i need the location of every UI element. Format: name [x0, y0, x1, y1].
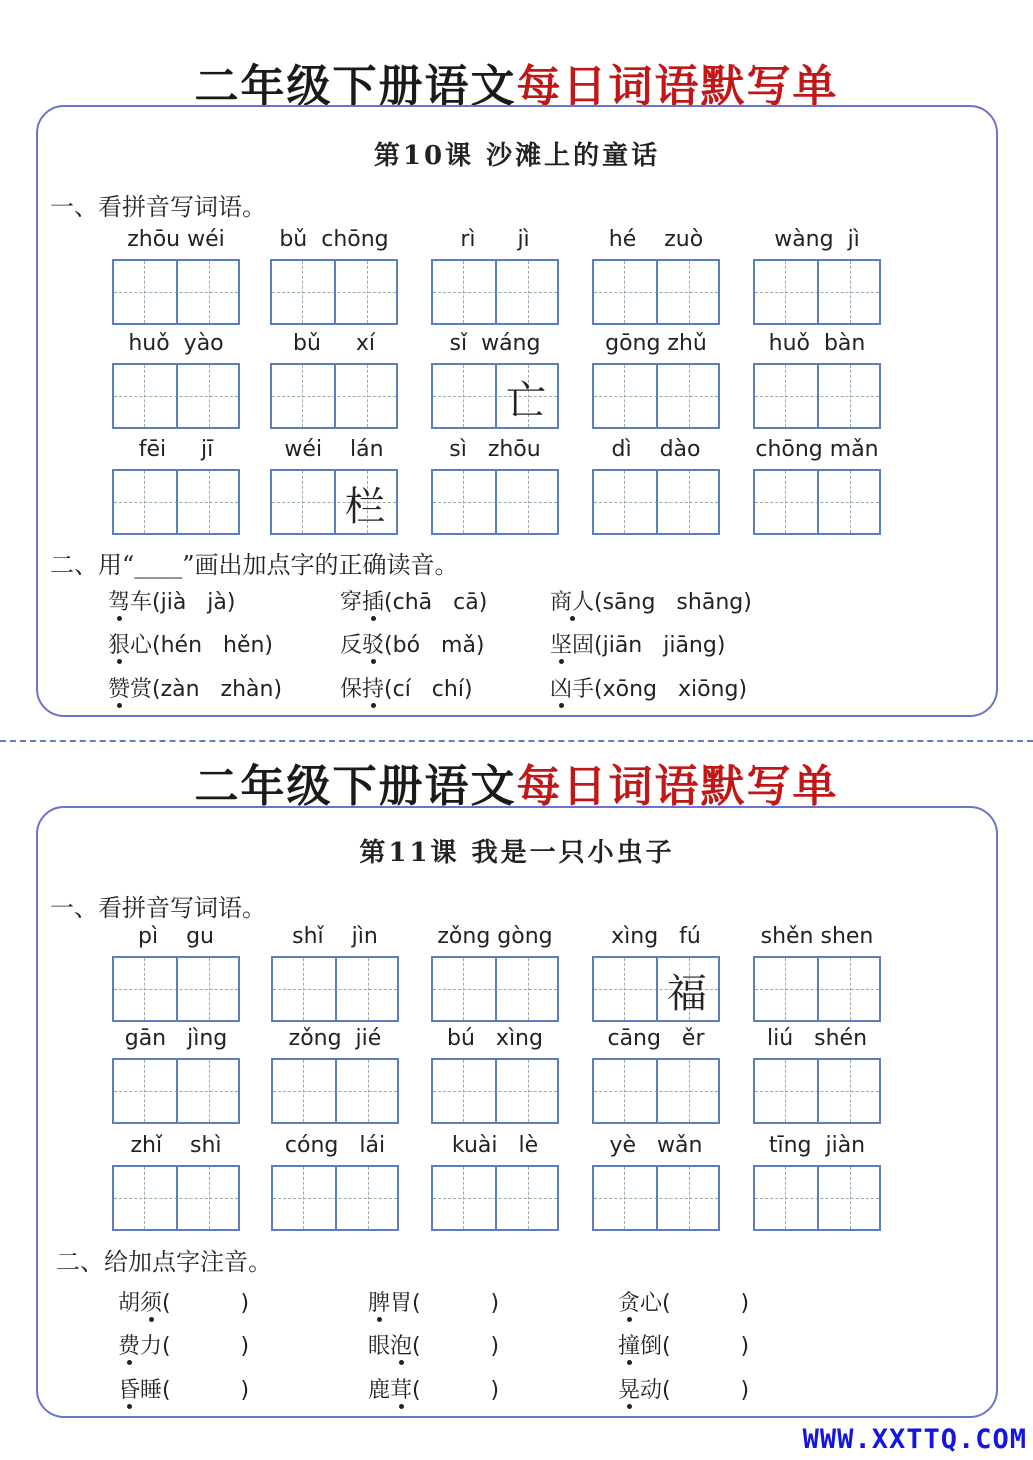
pinyin-label: xìng fú — [611, 924, 701, 949]
reading-question — [618, 1286, 749, 1317]
dotted-character: 泡 — [390, 1334, 413, 1359]
tianzi-grid-box[interactable] — [592, 956, 720, 1022]
reading-question — [618, 1373, 749, 1404]
cut-line — [0, 740, 1033, 742]
sheet2-section2: 二、给加点字注音。 — [56, 1248, 272, 1276]
tianzi-grid-box[interactable] — [270, 469, 398, 535]
question-options[interactable]: 倒( ) — [640, 1334, 750, 1359]
reading-question — [368, 1286, 499, 1317]
reading-question — [550, 628, 725, 659]
reading-question — [368, 1373, 499, 1404]
pinyin-label: zhǐ shì — [130, 1133, 222, 1158]
dotted-character: 茸 — [390, 1378, 413, 1403]
dotted-character: 凶 — [550, 677, 573, 702]
sheet1-title-black: 二年级下册语文 — [194, 61, 517, 112]
question-options[interactable]: 胃( ) — [390, 1291, 500, 1316]
sheet2-card — [36, 806, 998, 1418]
tianzi-grid-box[interactable] — [431, 259, 559, 325]
reading-question — [340, 585, 487, 616]
reading-question — [550, 672, 747, 703]
dotted-character: 插 — [362, 590, 385, 615]
grid-character: 栏 — [345, 484, 385, 530]
pinyin-label: gōng zhǔ — [605, 331, 707, 356]
sheet2-title-black: 二年级下册语文 — [194, 761, 517, 812]
tianzi-grid-box[interactable] — [431, 1058, 559, 1124]
pinyin-label: tīng jiàn — [768, 1133, 866, 1158]
pinyin-label: shǐ jìn — [292, 924, 378, 949]
dotted-character: 坚 — [550, 633, 573, 658]
tianzi-grid-box[interactable] — [753, 956, 881, 1022]
pinyin-label: shěn shen — [760, 924, 874, 949]
tianzi-grid-box[interactable] — [753, 259, 881, 325]
pinyin-label: bǔ xí — [292, 331, 375, 356]
question-options[interactable]: 心(hén hěn) — [130, 633, 274, 658]
question-text: 眼 — [368, 1334, 391, 1359]
tianzi-grid-box[interactable] — [271, 956, 399, 1022]
question-options[interactable]: ( ) — [412, 1334, 500, 1359]
dotted-character: 驾 — [108, 590, 131, 615]
reading-question — [550, 585, 752, 616]
reading-question — [340, 628, 485, 659]
tianzi-grid-box[interactable] — [753, 469, 881, 535]
tianzi-grid-box[interactable] — [112, 259, 240, 325]
grid-character: 福 — [667, 971, 707, 1017]
tianzi-grid-box[interactable] — [753, 363, 881, 429]
pinyin-label: kuài lè — [451, 1133, 539, 1158]
question-text: 鹿 — [368, 1378, 391, 1403]
dotted-character: 脾 — [368, 1291, 391, 1316]
dotted-character: 晃 — [618, 1378, 641, 1403]
tianzi-grid-box[interactable] — [592, 1058, 720, 1124]
question-text: 胡 — [118, 1291, 141, 1316]
sheet2-title-red: 每日词语默写单 — [516, 761, 839, 812]
tianzi-grid-box[interactable] — [592, 1165, 720, 1231]
dotted-character: 须 — [140, 1291, 163, 1316]
reading-question — [368, 1329, 499, 1360]
pinyin-label: wéi lán — [284, 437, 384, 462]
dotted-character: 狠 — [108, 633, 131, 658]
dotted-character: 赞 — [108, 677, 131, 702]
question-options[interactable]: 睡( ) — [140, 1378, 250, 1403]
reading-question — [118, 1373, 249, 1404]
tianzi-grid-box[interactable] — [592, 259, 720, 325]
pinyin-label: bǔ chōng — [279, 227, 389, 252]
tianzi-grid-box[interactable] — [112, 363, 240, 429]
tianzi-grid-box[interactable] — [271, 1165, 399, 1231]
pinyin-label: liú shén — [766, 1026, 868, 1051]
pinyin-label: pì gu — [138, 924, 214, 949]
tianzi-grid-box[interactable] — [112, 1058, 240, 1124]
question-text: 保 — [340, 677, 363, 702]
sheet1-section1: 一、看拼音写词语。 — [50, 193, 266, 221]
question-text: 商 — [550, 590, 573, 615]
sheet1-lesson: 第10课 沙滩上的童话 — [373, 141, 661, 171]
question-options[interactable]: 赏(zàn zhàn) — [130, 677, 283, 702]
watermark: WWW.XXTTQ.COM — [802, 1424, 1027, 1455]
reading-question — [118, 1329, 249, 1360]
reading-question — [118, 1286, 249, 1317]
question-text: 穿 — [340, 590, 363, 615]
tianzi-grid-box[interactable] — [431, 363, 559, 429]
question-options[interactable]: 人(sāng shāng) — [572, 590, 752, 615]
tianzi-grid-box[interactable] — [112, 1165, 240, 1231]
question-options[interactable]: 动( ) — [640, 1378, 750, 1403]
pinyin-label: cāng ěr — [607, 1026, 705, 1051]
dotted-character: 撞 — [618, 1334, 641, 1359]
tianzi-grid-box[interactable] — [753, 1058, 881, 1124]
pinyin-label: huǒ yào — [128, 331, 224, 356]
tianzi-grid-box[interactable] — [431, 956, 559, 1022]
dotted-character: 费 — [118, 1334, 141, 1359]
sheet1-title-red: 每日词语默写单 — [516, 61, 839, 112]
dotted-character: 驳 — [362, 633, 385, 658]
tianzi-grid-box[interactable] — [753, 1165, 881, 1231]
pinyin-label: sǐ wáng — [449, 331, 541, 356]
sheet1-section2: 二、用“____”画出加点字的正确读音。 — [50, 551, 459, 579]
reading-question — [108, 628, 273, 659]
reading-question — [340, 672, 473, 703]
tianzi-grid-box[interactable] — [431, 1165, 559, 1231]
pinyin-label: huǒ bàn — [768, 331, 866, 356]
pinyin-label: zǒng jié — [288, 1026, 382, 1051]
tianzi-grid-box[interactable] — [431, 469, 559, 535]
pinyin-label: wàng jì — [774, 227, 860, 252]
tianzi-grid-box[interactable] — [112, 956, 240, 1022]
question-options[interactable]: ( ) — [412, 1378, 500, 1403]
tianzi-grid-box[interactable] — [112, 469, 240, 535]
pinyin-label: cóng lái — [284, 1133, 386, 1158]
question-options[interactable]: (bó mǎ) — [384, 633, 485, 658]
tianzi-grid-box[interactable] — [271, 1058, 399, 1124]
pinyin-label: zǒng gòng — [437, 924, 553, 949]
pinyin-label: chōng mǎn — [755, 437, 879, 462]
pinyin-label: dì dào — [611, 437, 701, 462]
sheet2-title — [0, 750, 1033, 814]
pinyin-label: hé zuò — [608, 227, 704, 252]
reading-question — [618, 1329, 749, 1360]
question-options[interactable]: 车(jià jà) — [130, 590, 236, 615]
pinyin-label: gān jìng — [124, 1026, 228, 1051]
dotted-character: 持 — [362, 677, 385, 702]
dotted-character: 昏 — [118, 1378, 141, 1403]
pinyin-label: sì zhōu — [449, 437, 541, 462]
pinyin-label: zhōu wéi — [127, 227, 225, 252]
pinyin-label: fēi jī — [138, 437, 214, 462]
question-options[interactable]: 心( ) — [640, 1291, 750, 1316]
grid-character: 亡 — [506, 378, 546, 424]
question-options[interactable]: 力( ) — [140, 1334, 250, 1359]
pinyin-label: yè wǎn — [609, 1133, 703, 1158]
sheet1-card — [36, 105, 998, 717]
question-options[interactable]: 固(jiān jiāng) — [572, 633, 726, 658]
question-options[interactable]: (chā cā) — [384, 590, 488, 615]
question-options[interactable]: 手(xōng xiōng) — [572, 677, 748, 702]
tianzi-grid-box[interactable] — [592, 469, 720, 535]
tianzi-grid-box[interactable] — [270, 363, 398, 429]
dotted-character: 贪 — [618, 1291, 641, 1316]
question-options[interactable]: ( ) — [162, 1291, 250, 1316]
tianzi-grid-box[interactable] — [270, 259, 398, 325]
tianzi-grid-box[interactable] — [592, 363, 720, 429]
question-text: 反 — [340, 633, 363, 658]
reading-question — [108, 672, 282, 703]
question-options[interactable]: (cí chí) — [384, 677, 473, 702]
sheet2-lesson: 第11课 我是一只小虫子 — [359, 838, 675, 868]
pinyin-label: bú xìng — [447, 1026, 543, 1051]
sheet2-section1: 一、看拼音写词语。 — [50, 894, 266, 922]
reading-question — [108, 585, 235, 616]
pinyin-label: rì jì — [460, 227, 530, 252]
